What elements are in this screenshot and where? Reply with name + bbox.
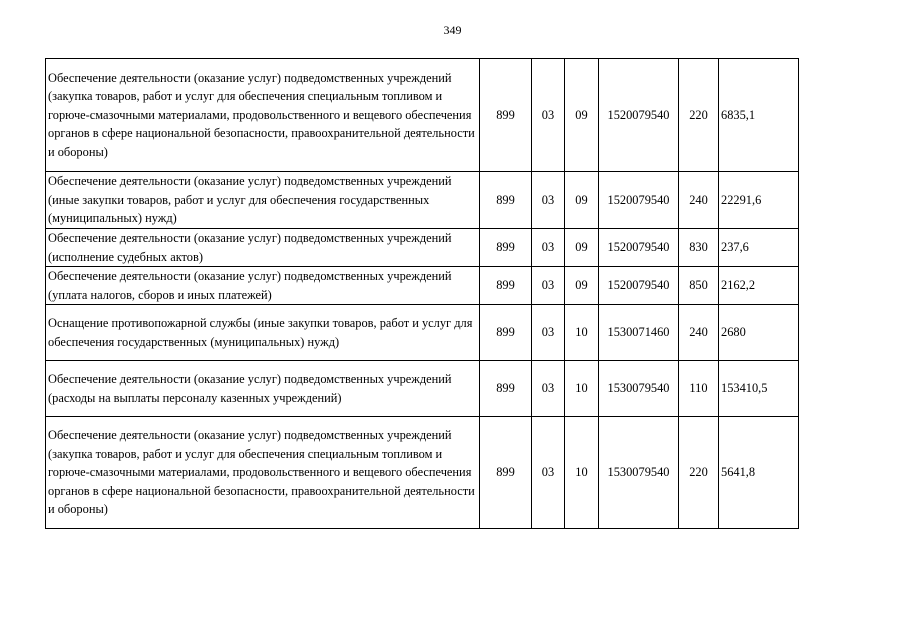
section-code: 03 (532, 305, 565, 361)
table-row (46, 229, 799, 267)
row-description: Обеспечение деятельности (оказание услуг) подведомственных учреждений (закупка товаров, работ и услуг для обеспечения специальным топливом и горюче-смазочными материалами, продовольственного и вещевого обеспечения органов в сфере национальной безопасности, правоохранительной деятельности и обороны) (46, 59, 480, 172)
row-description: Обеспечение деятельности (оказание услуг) подведомственных учреждений (уплата налогов, сборов и иных платежей) (46, 267, 480, 305)
subsection-code: 10 (565, 361, 599, 417)
ministry-code: 899 (480, 417, 532, 529)
expense-type-code: 110 (679, 361, 719, 417)
table-row (46, 417, 799, 529)
subsection-code: 10 (565, 305, 599, 361)
table-row (46, 59, 799, 172)
ministry-code: 899 (480, 361, 532, 417)
expense-type-code: 240 (679, 305, 719, 361)
ministry-code: 899 (480, 172, 532, 229)
target-article-code: 1520079540 (599, 229, 679, 267)
section-code: 03 (532, 59, 565, 172)
row-description: Оснащение противопожарной службы (иные закупки товаров, работ и услуг для обеспечения государственных (муниципальных) нужд) (46, 305, 480, 361)
target-article-code: 1530071460 (599, 305, 679, 361)
section-code: 03 (532, 267, 565, 305)
amount-value: 22291,6 (719, 172, 799, 229)
amount-value: 153410,5 (719, 361, 799, 417)
page-number: 349 (443, 23, 462, 37)
expense-type-code: 220 (679, 417, 719, 529)
expense-type-code: 830 (679, 229, 719, 267)
target-article-code: 1520079540 (599, 267, 679, 305)
row-description: Обеспечение деятельности (оказание услуг) подведомственных учреждений (исполнение судебных актов) (46, 229, 480, 267)
expense-type-code: 850 (679, 267, 719, 305)
ministry-code: 899 (480, 59, 532, 172)
amount-value: 6835,1 (719, 59, 799, 172)
amount-value: 237,6 (719, 229, 799, 267)
subsection-code: 09 (565, 172, 599, 229)
expense-type-code: 240 (679, 172, 719, 229)
subsection-code: 10 (565, 417, 599, 529)
row-description: Обеспечение деятельности (оказание услуг) подведомственных учреждений (расходы на выплаты персоналу казенных учреждений) (46, 361, 480, 417)
ministry-code: 899 (480, 267, 532, 305)
table-row (46, 305, 799, 361)
amount-value: 2680 (719, 305, 799, 361)
amount-value: 2162,2 (719, 267, 799, 305)
table-row (46, 267, 799, 305)
target-article-code: 1520079540 (599, 172, 679, 229)
budget-table (45, 58, 799, 529)
section-code: 03 (532, 172, 565, 229)
expense-type-code: 220 (679, 59, 719, 172)
target-article-code: 1520079540 (599, 59, 679, 172)
subsection-code: 09 (565, 267, 599, 305)
subsection-code: 09 (565, 59, 599, 172)
ministry-code: 899 (480, 305, 532, 361)
section-code: 03 (532, 229, 565, 267)
section-code: 03 (532, 361, 565, 417)
amount-value: 5641,8 (719, 417, 799, 529)
row-description: Обеспечение деятельности (оказание услуг) подведомственных учреждений (иные закупки товаров, работ и услуг для обеспечения государственных (муниципальных) нужд) (46, 172, 480, 229)
target-article-code: 1530079540 (599, 417, 679, 529)
row-description: Обеспечение деятельности (оказание услуг) подведомственных учреждений (закупка товаров, работ и услуг для обеспечения специальным топливом и горюче-смазочными материалами, продовольственного и вещевого обеспечения органов в сфере национальной безопасности, правоохранительной деятельности и обороны) (46, 417, 480, 529)
target-article-code: 1530079540 (599, 361, 679, 417)
table-row (46, 361, 799, 417)
subsection-code: 09 (565, 229, 599, 267)
section-code: 03 (532, 417, 565, 529)
table-row (46, 172, 799, 229)
ministry-code: 899 (480, 229, 532, 267)
